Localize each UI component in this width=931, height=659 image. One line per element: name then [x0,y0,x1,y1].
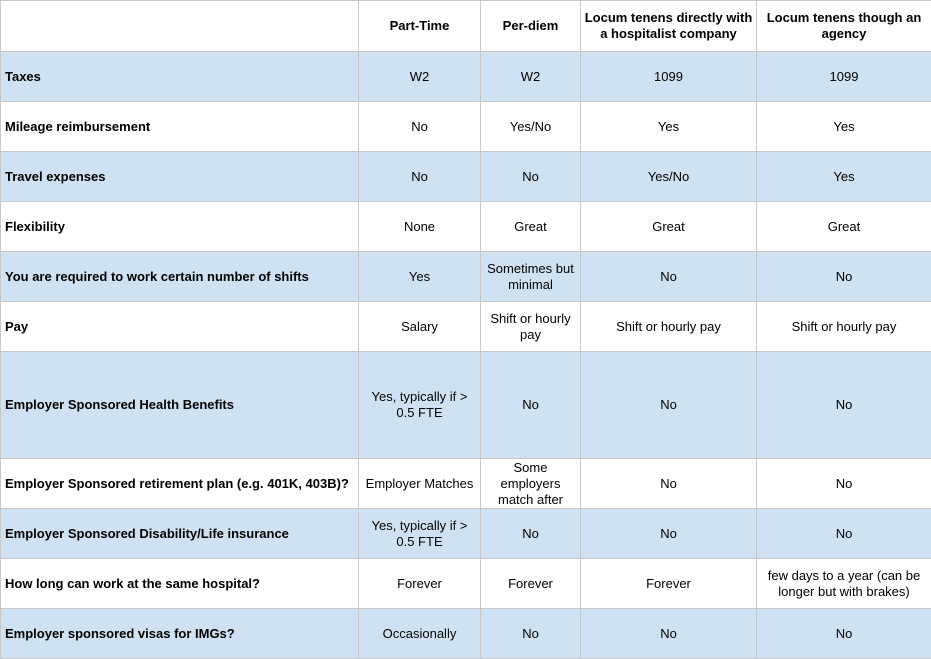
cell-part-time[interactable]: Occasionally [359,609,481,659]
cell-part-time[interactable]: No [359,102,481,152]
cell-per-diem[interactable]: No [481,352,581,459]
row-label[interactable]: You are required to work certain number of shifts [1,252,359,302]
header-per-diem[interactable]: Per-diem [481,1,581,52]
cell-part-time[interactable]: None [359,202,481,252]
row-label[interactable]: Flexibility [1,202,359,252]
cell-per-diem[interactable]: Some employers match after [481,459,581,509]
header-locum-agency[interactable]: Locum tenens though an agency [757,1,931,52]
cell-locum-agency[interactable]: No [757,509,931,559]
cell-locum-direct[interactable]: Yes/No [581,152,757,202]
cell-locum-agency[interactable]: No [757,609,931,659]
table-row-mileage [1,102,931,152]
row-label[interactable]: Mileage reimbursement [1,102,359,152]
cell-per-diem[interactable]: W2 [481,52,581,102]
row-label[interactable]: Employer Sponsored retirement plan (e.g. 401K, 403B)? [1,459,359,509]
cell-part-time[interactable]: Employer Matches [359,459,481,509]
cell-locum-direct[interactable]: 1099 [581,52,757,102]
table-row-visas [1,609,931,659]
cell-per-diem[interactable]: Shift or hourly pay [481,302,581,352]
cell-part-time[interactable]: Yes [359,252,481,302]
cell-locum-direct[interactable]: Great [581,202,757,252]
table-row-pay [1,302,931,352]
cell-locum-direct[interactable]: No [581,609,757,659]
cell-part-time[interactable]: W2 [359,52,481,102]
cell-locum-agency[interactable]: Great [757,202,931,252]
header-row [1,1,931,52]
cell-locum-agency[interactable]: No [757,459,931,509]
table-row-travel [1,152,931,202]
row-label[interactable]: Pay [1,302,359,352]
cell-locum-agency[interactable]: few days to a year (can be longer but with brakes) [757,559,931,609]
table-row-taxes [1,52,931,102]
cell-per-diem[interactable]: No [481,152,581,202]
cell-per-diem[interactable]: No [481,509,581,559]
cell-locum-agency[interactable]: 1099 [757,52,931,102]
cell-locum-agency[interactable]: Yes [757,152,931,202]
cell-per-diem[interactable]: Great [481,202,581,252]
table-row-required-shifts [1,252,931,302]
row-label[interactable]: Employer Sponsored Health Benefits [1,352,359,459]
cell-part-time[interactable]: No [359,152,481,202]
cell-locum-direct[interactable]: No [581,352,757,459]
table-row-flexibility [1,202,931,252]
table-row-disability-insurance [1,509,931,559]
row-label[interactable]: Employer Sponsored Disability/Life insurance [1,509,359,559]
table-row-health-benefits [1,352,931,459]
cell-locum-agency[interactable]: Yes [757,102,931,152]
cell-locum-direct[interactable]: No [581,459,757,509]
cell-locum-agency[interactable]: Shift or hourly pay [757,302,931,352]
row-label[interactable]: Travel expenses [1,152,359,202]
table-row-retirement-plan [1,459,931,509]
header-part-time[interactable]: Part-Time [359,1,481,52]
cell-locum-direct[interactable]: No [581,252,757,302]
cell-locum-direct[interactable]: Forever [581,559,757,609]
cell-per-diem[interactable]: No [481,609,581,659]
cell-part-time[interactable]: Forever [359,559,481,609]
cell-part-time[interactable]: Yes, typically if > 0.5 FTE [359,352,481,459]
cell-per-diem[interactable]: Forever [481,559,581,609]
cell-locum-direct[interactable]: No [581,509,757,559]
row-label[interactable]: Employer sponsored visas for IMGs? [1,609,359,659]
cell-per-diem[interactable]: Sometimes but minimal [481,252,581,302]
cell-part-time[interactable]: Yes, typically if > 0.5 FTE [359,509,481,559]
header-corner-cell[interactable] [1,1,359,52]
cell-locum-agency[interactable]: No [757,252,931,302]
cell-part-time[interactable]: Salary [359,302,481,352]
cell-per-diem[interactable]: Yes/No [481,102,581,152]
header-locum-direct[interactable]: Locum tenens directly with a hospitalist company [581,1,757,52]
row-label[interactable]: How long can work at the same hospital? [1,559,359,609]
cell-locum-agency[interactable]: No [757,352,931,459]
row-label[interactable]: Taxes [1,52,359,102]
cell-locum-direct[interactable]: Shift or hourly pay [581,302,757,352]
cell-locum-direct[interactable]: Yes [581,102,757,152]
table-row-same-hospital [1,559,931,609]
